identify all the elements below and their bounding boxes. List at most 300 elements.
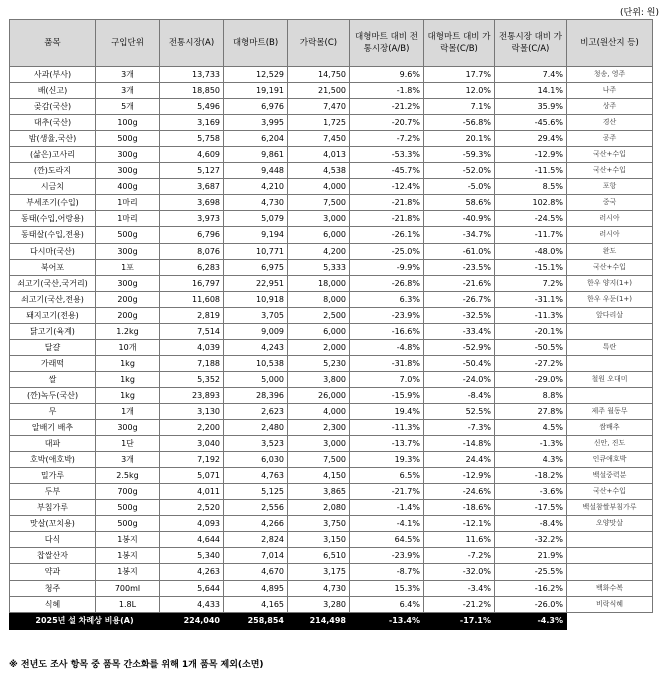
cell-ratio-ab: -7.2% [350,131,424,147]
cell-garak-mall: 5,333 [288,259,350,275]
cell-item: 쇠고기(국산,국거리) [10,275,96,291]
cell-large-mart: 6,030 [224,452,288,468]
table-row [10,548,653,564]
cell-garak-mall: 2,080 [288,500,350,516]
cell-garak-mall: 4,000 [288,179,350,195]
cell-unit: 300g [96,163,160,179]
cell-unit: 10개 [96,339,160,355]
table-row [10,564,653,580]
cell-ratio-ca: -16.2% [495,580,567,596]
cell-ratio-cb: 11.6% [424,532,495,548]
cell-ratio-ca: -8.4% [495,516,567,532]
table-row [10,516,653,532]
cell-ratio-ab: -21.8% [350,195,424,211]
cell-large-mart: 2,480 [224,420,288,436]
cell-remarks: 공주 [567,131,653,147]
cell-garak-mall: 4,150 [288,468,350,484]
cell-garak-mall: 4,200 [288,243,350,259]
cell-garak-mall: 3,800 [288,371,350,387]
cell-traditional-market: 3,169 [160,115,224,131]
cell-ratio-ab: -21.2% [350,99,424,115]
cell-remarks [567,532,653,548]
table-row [10,211,653,227]
cell-remarks: 철원 오대미 [567,371,653,387]
total-label: 2025년 설 차례상 비용(A) [10,612,160,629]
cell-ratio-ab: -26.8% [350,275,424,291]
total-traditional-market: 224,040 [160,612,224,629]
cell-large-mart: 2,556 [224,500,288,516]
cell-item: 두부 [10,484,96,500]
cell-ratio-ca: -1.3% [495,436,567,452]
cell-unit: 1봉지 [96,532,160,548]
cell-traditional-market: 3,040 [160,436,224,452]
cell-remarks: 완도 [567,243,653,259]
cell-item: 청주 [10,580,96,596]
cell-garak-mall: 3,000 [288,436,350,452]
table-row [10,259,653,275]
table-row [10,371,653,387]
cell-ratio-ab: -11.3% [350,420,424,436]
cell-unit: 1kg [96,371,160,387]
cell-ratio-ab: -1.8% [350,83,424,99]
cell-item: 찹쌀산자 [10,548,96,564]
cell-ratio-cb: -34.7% [424,227,495,243]
cell-item: 닭고기(육계) [10,323,96,339]
table-row [10,67,653,83]
cell-traditional-market: 7,188 [160,355,224,371]
cell-ratio-cb: -8.4% [424,387,495,403]
cell-ratio-ca: 35.9% [495,99,567,115]
header-large-mart: 대형마트(B) [224,20,288,67]
cell-ratio-ca: 21.9% [495,548,567,564]
cell-item: 곶감(국산) [10,99,96,115]
cell-ratio-cb: -23.5% [424,259,495,275]
cell-remarks [567,564,653,580]
cell-ratio-ab: 64.5% [350,532,424,548]
cell-remarks: 경산 [567,115,653,131]
cell-unit: 400g [96,179,160,195]
cell-ratio-cb: 24.4% [424,452,495,468]
cell-item: 북어포 [10,259,96,275]
cell-traditional-market: 5,127 [160,163,224,179]
cell-large-mart: 28,396 [224,387,288,403]
cell-unit: 1kg [96,387,160,403]
cell-large-mart: 4,243 [224,339,288,355]
total-large-mart: 258,854 [224,612,288,629]
cell-ratio-ca: 102.8% [495,195,567,211]
cell-remarks: 국산+수입 [567,259,653,275]
cell-item: 동태(수입,어랑용) [10,211,96,227]
table-row [10,500,653,516]
cell-traditional-market: 6,283 [160,259,224,275]
cell-ratio-cb: -32.0% [424,564,495,580]
header-row [10,20,653,67]
cell-large-mart: 4,670 [224,564,288,580]
table-row [10,452,653,468]
cell-garak-mall: 4,730 [288,580,350,596]
cell-ratio-cb: -26.7% [424,291,495,307]
cell-ratio-cb: -56.8% [424,115,495,131]
cell-traditional-market: 8,076 [160,243,224,259]
cell-item: 시금치 [10,179,96,195]
cell-unit: 3개 [96,67,160,83]
cell-traditional-market: 3,973 [160,211,224,227]
cell-traditional-market: 3,698 [160,195,224,211]
cell-remarks: 중국 [567,195,653,211]
cell-remarks [567,355,653,371]
cell-unit: 3개 [96,452,160,468]
cell-unit: 200g [96,307,160,323]
cell-garak-mall: 3,750 [288,516,350,532]
cell-ratio-ab: -12.4% [350,179,424,195]
cell-item: 부세조기(수입) [10,195,96,211]
cell-large-mart: 3,523 [224,436,288,452]
cell-ratio-ab: 6.3% [350,291,424,307]
cell-large-mart: 12,529 [224,67,288,83]
cell-unit: 1.8L [96,596,160,612]
cell-item: 대추(국산) [10,115,96,131]
cell-traditional-market: 5,644 [160,580,224,596]
cell-remarks: 러시아 [567,227,653,243]
cell-ratio-ca: 4.5% [495,420,567,436]
cell-unit: 1.2kg [96,323,160,339]
cell-traditional-market: 4,609 [160,147,224,163]
cell-remarks: 신안, 진도 [567,436,653,452]
cell-remarks: 국산+수입 [567,484,653,500]
cell-remarks [567,387,653,403]
cell-garak-mall: 6,510 [288,548,350,564]
cell-large-mart: 10,771 [224,243,288,259]
table-row [10,163,653,179]
cell-item: (깐)도라지 [10,163,96,179]
cell-garak-mall: 7,450 [288,131,350,147]
cell-item: 사과(부사) [10,67,96,83]
cell-traditional-market: 5,496 [160,99,224,115]
cell-garak-mall: 4,000 [288,403,350,419]
cell-garak-mall: 3,280 [288,596,350,612]
cell-garak-mall: 18,000 [288,275,350,291]
cell-item: 가래떡 [10,355,96,371]
table-row [10,468,653,484]
cell-large-mart: 4,266 [224,516,288,532]
cell-unit: 300g [96,420,160,436]
cell-ratio-ca: 14.1% [495,83,567,99]
cell-ratio-ab: -31.8% [350,355,424,371]
cell-ratio-ab: -9.9% [350,259,424,275]
cell-traditional-market: 2,520 [160,500,224,516]
cell-garak-mall: 7,470 [288,99,350,115]
table-row [10,484,653,500]
cell-garak-mall: 3,000 [288,211,350,227]
cell-item: 동태살(수입,전용) [10,227,96,243]
cell-item: (삶은)고사리 [10,147,96,163]
cell-unit: 700g [96,484,160,500]
cell-traditional-market: 2,819 [160,307,224,323]
cell-remarks [567,323,653,339]
cell-large-mart: 4,210 [224,179,288,195]
cell-ratio-cb: -12.1% [424,516,495,532]
header-ratio-ca: 전통시장 대비 가락몰(C/A) [495,20,567,67]
cell-large-mart: 9,448 [224,163,288,179]
cell-large-mart: 7,014 [224,548,288,564]
cell-ratio-ca: -3.6% [495,484,567,500]
table-row [10,291,653,307]
footnote: ※ 전년도 조사 항목 중 품목 간소화를 위해 1개 품목 제외(소면) [9,660,264,670]
cell-traditional-market: 4,433 [160,596,224,612]
cell-item: 약과 [10,564,96,580]
cell-garak-mall: 8,000 [288,291,350,307]
cell-item: 쌀 [10,371,96,387]
cell-large-mart: 4,895 [224,580,288,596]
cell-traditional-market: 7,514 [160,323,224,339]
table-row [10,307,653,323]
cell-ratio-cb: -40.9% [424,211,495,227]
cell-ratio-cb: 58.6% [424,195,495,211]
cell-traditional-market: 5,071 [160,468,224,484]
table-body [10,67,653,613]
cell-ratio-cb: -24.6% [424,484,495,500]
cell-ratio-ca: -15.1% [495,259,567,275]
cell-remarks: 백설중력분 [567,468,653,484]
cell-garak-mall: 6,000 [288,227,350,243]
cell-ratio-ca: -17.5% [495,500,567,516]
cell-unit: 300g [96,275,160,291]
cell-ratio-ca: -18.2% [495,468,567,484]
cell-unit: 1포 [96,259,160,275]
table-row [10,323,653,339]
table-row [10,147,653,163]
cell-ratio-ca: -12.9% [495,147,567,163]
cell-traditional-market: 7,192 [160,452,224,468]
cell-ratio-cb: -18.6% [424,500,495,516]
cell-ratio-ab: -4.1% [350,516,424,532]
cell-remarks: 백설참쌀부침가루 [567,500,653,516]
cell-traditional-market: 23,893 [160,387,224,403]
cell-ratio-cb: -59.3% [424,147,495,163]
cell-garak-mall: 2,500 [288,307,350,323]
cell-traditional-market: 3,687 [160,179,224,195]
cell-traditional-market: 5,340 [160,548,224,564]
cell-garak-mall: 2,000 [288,339,350,355]
cell-ratio-ca: 8.5% [495,179,567,195]
cell-large-mart: 4,165 [224,596,288,612]
cell-ratio-cb: -32.5% [424,307,495,323]
cell-large-mart: 3,705 [224,307,288,323]
cell-ratio-ca: -24.5% [495,211,567,227]
cell-traditional-market: 2,200 [160,420,224,436]
cell-remarks: 백화수복 [567,580,653,596]
table-row [10,436,653,452]
cell-ratio-ab: 9.6% [350,67,424,83]
cell-ratio-ab: -13.7% [350,436,424,452]
cell-ratio-cb: -50.4% [424,355,495,371]
cell-ratio-ca: -32.2% [495,532,567,548]
cell-item: 배(신고) [10,83,96,99]
cell-large-mart: 22,951 [224,275,288,291]
table-row [10,179,653,195]
cell-ratio-ab: 15.3% [350,580,424,596]
table-row [10,195,653,211]
cell-unit: 1봉지 [96,564,160,580]
cell-unit: 200g [96,291,160,307]
table-row [10,420,653,436]
cell-garak-mall: 1,725 [288,115,350,131]
cell-ratio-ab: -8.7% [350,564,424,580]
cell-garak-mall: 4,538 [288,163,350,179]
cell-item: 다시마(국산) [10,243,96,259]
unit-label: (단위: 원) [620,8,659,18]
cell-ratio-ab: -4.8% [350,339,424,355]
total-ratio-ab: -13.4% [350,612,424,629]
cell-large-mart: 4,730 [224,195,288,211]
cell-ratio-ab: -45.7% [350,163,424,179]
cell-item: 부침가루 [10,500,96,516]
cell-ratio-cb: -52.9% [424,339,495,355]
cell-traditional-market: 11,608 [160,291,224,307]
cell-ratio-ab: 6.5% [350,468,424,484]
table-row [10,403,653,419]
cell-garak-mall: 3,175 [288,564,350,580]
cell-remarks: 비락식혜 [567,596,653,612]
cell-ratio-cb: 12.0% [424,83,495,99]
header-ratio-cb: 대형마트 대비 가락몰(C/B) [424,20,495,67]
cell-ratio-ab: -20.7% [350,115,424,131]
cell-item: 식혜 [10,596,96,612]
cell-item: 맛살(꼬치용) [10,516,96,532]
cell-traditional-market: 4,263 [160,564,224,580]
price-table [9,19,653,630]
cell-garak-mall: 2,300 [288,420,350,436]
cell-garak-mall: 21,500 [288,83,350,99]
table-row [10,580,653,596]
cell-garak-mall: 4,013 [288,147,350,163]
header-remarks: 비고(원산지 등) [567,20,653,67]
cell-unit: 3개 [96,83,160,99]
cell-ratio-ab: -23.9% [350,548,424,564]
cell-item: 돼지고기(전용) [10,307,96,323]
header-traditional-market: 전통시장(A) [160,20,224,67]
cell-unit: 1마리 [96,195,160,211]
cell-unit: 1kg [96,355,160,371]
cell-unit: 1단 [96,436,160,452]
total-garak-mall: 214,498 [288,612,350,629]
cell-garak-mall: 6,000 [288,323,350,339]
cell-ratio-ca: -11.7% [495,227,567,243]
cell-ratio-ab: 7.0% [350,371,424,387]
cell-ratio-ca: 7.4% [495,67,567,83]
cell-item: 다식 [10,532,96,548]
cell-remarks: 한우 우둔(1+) [567,291,653,307]
cell-ratio-ab: -1.4% [350,500,424,516]
cell-remarks: 청송, 영주 [567,67,653,83]
cell-unit: 500g [96,516,160,532]
cell-large-mart: 5,079 [224,211,288,227]
header-unit: 구입단위 [96,20,160,67]
cell-large-mart: 6,975 [224,259,288,275]
cell-large-mart: 2,824 [224,532,288,548]
cell-remarks: 오양맛살 [567,516,653,532]
table-row [10,355,653,371]
cell-item: 밀가루 [10,468,96,484]
cell-remarks: 앞다리살 [567,307,653,323]
total-blank-cell [567,612,653,629]
cell-traditional-market: 6,796 [160,227,224,243]
table-row [10,243,653,259]
cell-item: 밤(생율,국산) [10,131,96,147]
cell-unit: 500g [96,131,160,147]
cell-remarks: 제주 월동무 [567,403,653,419]
cell-unit: 500g [96,227,160,243]
cell-unit: 300g [96,147,160,163]
cell-item: 쇠고기(국산,전용) [10,291,96,307]
cell-unit: 5개 [96,99,160,115]
cell-remarks: 특란 [567,339,653,355]
cell-ratio-ca: 29.4% [495,131,567,147]
cell-ratio-cb: 7.1% [424,99,495,115]
cell-remarks: 나주 [567,83,653,99]
cell-remarks: 쌈배추 [567,420,653,436]
cell-garak-mall: 7,500 [288,452,350,468]
cell-large-mart: 9,861 [224,147,288,163]
cell-ratio-ab: -26.1% [350,227,424,243]
cell-traditional-market: 3,130 [160,403,224,419]
cell-ratio-cb: 17.7% [424,67,495,83]
cell-unit: 1봉지 [96,548,160,564]
table-row [10,532,653,548]
table-row [10,115,653,131]
cell-ratio-cb: -33.4% [424,323,495,339]
cell-ratio-ab: 6.4% [350,596,424,612]
cell-ratio-ca: -45.6% [495,115,567,131]
cell-ratio-ca: 7.2% [495,275,567,291]
cell-large-mart: 5,125 [224,484,288,500]
cell-ratio-cb: -5.0% [424,179,495,195]
cell-ratio-cb: -7.2% [424,548,495,564]
cell-ratio-ca: -11.5% [495,163,567,179]
cell-garak-mall: 14,750 [288,67,350,83]
cell-ratio-ca: -48.0% [495,243,567,259]
cell-large-mart: 19,191 [224,83,288,99]
cell-large-mart: 4,763 [224,468,288,484]
cell-large-mart: 10,918 [224,291,288,307]
table-row [10,339,653,355]
cell-ratio-ca: 27.8% [495,403,567,419]
cell-large-mart: 6,204 [224,131,288,147]
cell-ratio-cb: -21.2% [424,596,495,612]
cell-remarks [567,548,653,564]
cell-ratio-cb: 52.5% [424,403,495,419]
cell-item: (깐)녹두(국산) [10,387,96,403]
table-row [10,596,653,612]
header-item: 품목 [10,20,96,67]
cell-ratio-cb: -3.4% [424,580,495,596]
cell-item: 달걀 [10,339,96,355]
cell-ratio-ab: -16.6% [350,323,424,339]
cell-remarks: 한우 양지(1+) [567,275,653,291]
cell-remarks: 인큐애호박 [567,452,653,468]
cell-ratio-ab: -53.3% [350,147,424,163]
total-row [10,612,653,629]
cell-item: 무 [10,403,96,419]
header-ratio-ab: 대형마트 대비 전통시장(A/B) [350,20,424,67]
cell-ratio-ca: -27.2% [495,355,567,371]
cell-unit: 1개 [96,403,160,419]
cell-remarks: 러시아 [567,211,653,227]
cell-traditional-market: 13,733 [160,67,224,83]
cell-traditional-market: 4,644 [160,532,224,548]
cell-large-mart: 6,976 [224,99,288,115]
total-ratio-ca: -4.3% [495,612,567,629]
